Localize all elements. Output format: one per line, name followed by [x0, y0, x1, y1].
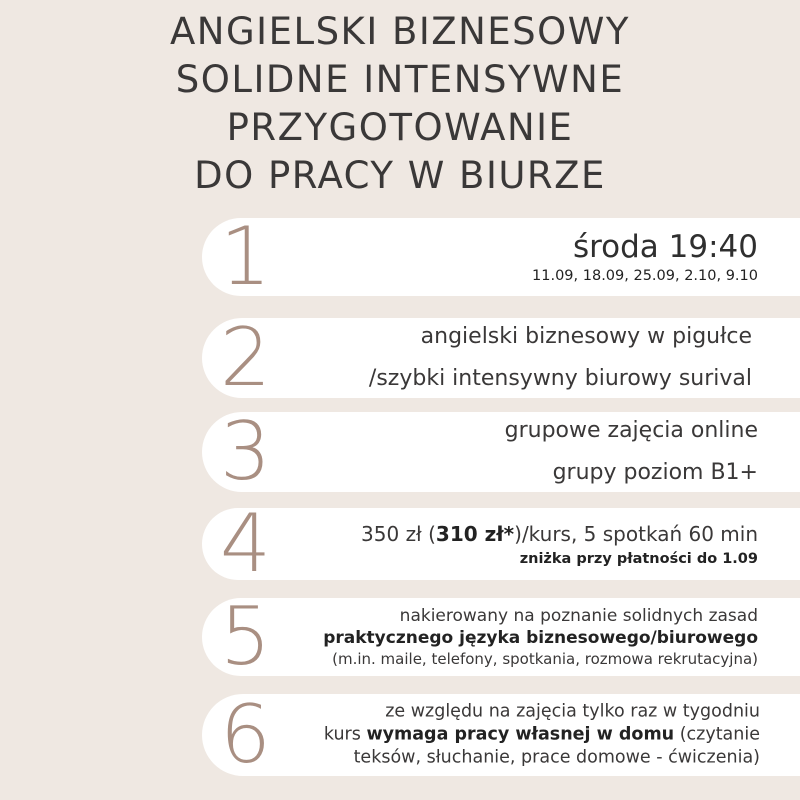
item-3-line-2: grupy poziom B1+ — [552, 460, 758, 485]
item-6-line-2-bold: wymaga pracy własnej w domu — [366, 724, 675, 745]
item-2-line-1: angielski biznesowy w pigułce — [420, 324, 752, 349]
item-4-price-post: )/kurs, 5 spotkań 60 min — [514, 522, 758, 546]
item-number-1: 1 — [220, 210, 271, 303]
item-4-price-discount: 310 zł* — [435, 522, 515, 546]
item-text-3 — [505, 410, 758, 494]
item-text-5 — [323, 605, 758, 669]
item-5-line-2: praktycznego języka biznesowego/biurowego — [323, 628, 758, 648]
item-text-4 — [361, 519, 758, 569]
item-text-6 — [324, 701, 760, 770]
item-6-line-2 — [324, 724, 760, 747]
page-title — [0, 8, 800, 200]
item-card-4 — [202, 497, 800, 590]
item-number-4: 4 — [220, 497, 271, 590]
title-line-1: ANGIELSKI BIZNESOWY — [170, 10, 630, 53]
item-1-dates: 11.09, 18.09, 25.09, 2.10, 9.10 — [532, 268, 758, 284]
item-card-3 — [202, 405, 800, 498]
item-number-5: 5 — [220, 590, 271, 683]
item-5-line-3: (m.in. maile, telefony, spotkania, rozmowa rekrutacyjna) — [332, 650, 758, 668]
item-6-line-2-pre: kurs — [323, 724, 367, 745]
title-line-3: PRZYGOTOWANIE — [226, 106, 574, 149]
item-3-line-1: grupowe zajęcia online — [504, 418, 758, 443]
item-6-line-2-post: (czytanie — [674, 724, 760, 745]
item-6-line-1: ze względu na zajęcia tylko raz w tygodniu — [385, 701, 760, 722]
title-line-2: SOLIDNE INTENSYWNE — [175, 58, 625, 101]
item-1-day-time: środa 19:40 — [572, 229, 758, 265]
item-card-1 — [202, 210, 800, 303]
item-card-2 — [202, 311, 800, 404]
item-card-6 — [202, 688, 800, 781]
item-6-line-3: teksów, słuchanie, prace domowe - ćwiczenia) — [353, 747, 760, 768]
item-number-3: 3 — [220, 405, 271, 498]
item-number-2: 2 — [220, 311, 271, 404]
item-4-price — [361, 519, 758, 549]
item-card-5 — [202, 590, 800, 683]
item-number-6: 6 — [220, 688, 271, 781]
item-4-price-pre: 350 zł ( — [361, 522, 436, 546]
item-text-1 — [532, 228, 758, 286]
title-line-4: DO PRACY W BIURZE — [194, 154, 606, 197]
item-4-discount-note: zniżka przy płatności do 1.09 — [519, 551, 758, 567]
item-text-2 — [369, 316, 752, 400]
item-2-line-2: /szybki intensywny biurowy surival — [368, 366, 752, 391]
item-5-line-1: nakierowany na poznanie solidnych zasad — [399, 606, 758, 626]
